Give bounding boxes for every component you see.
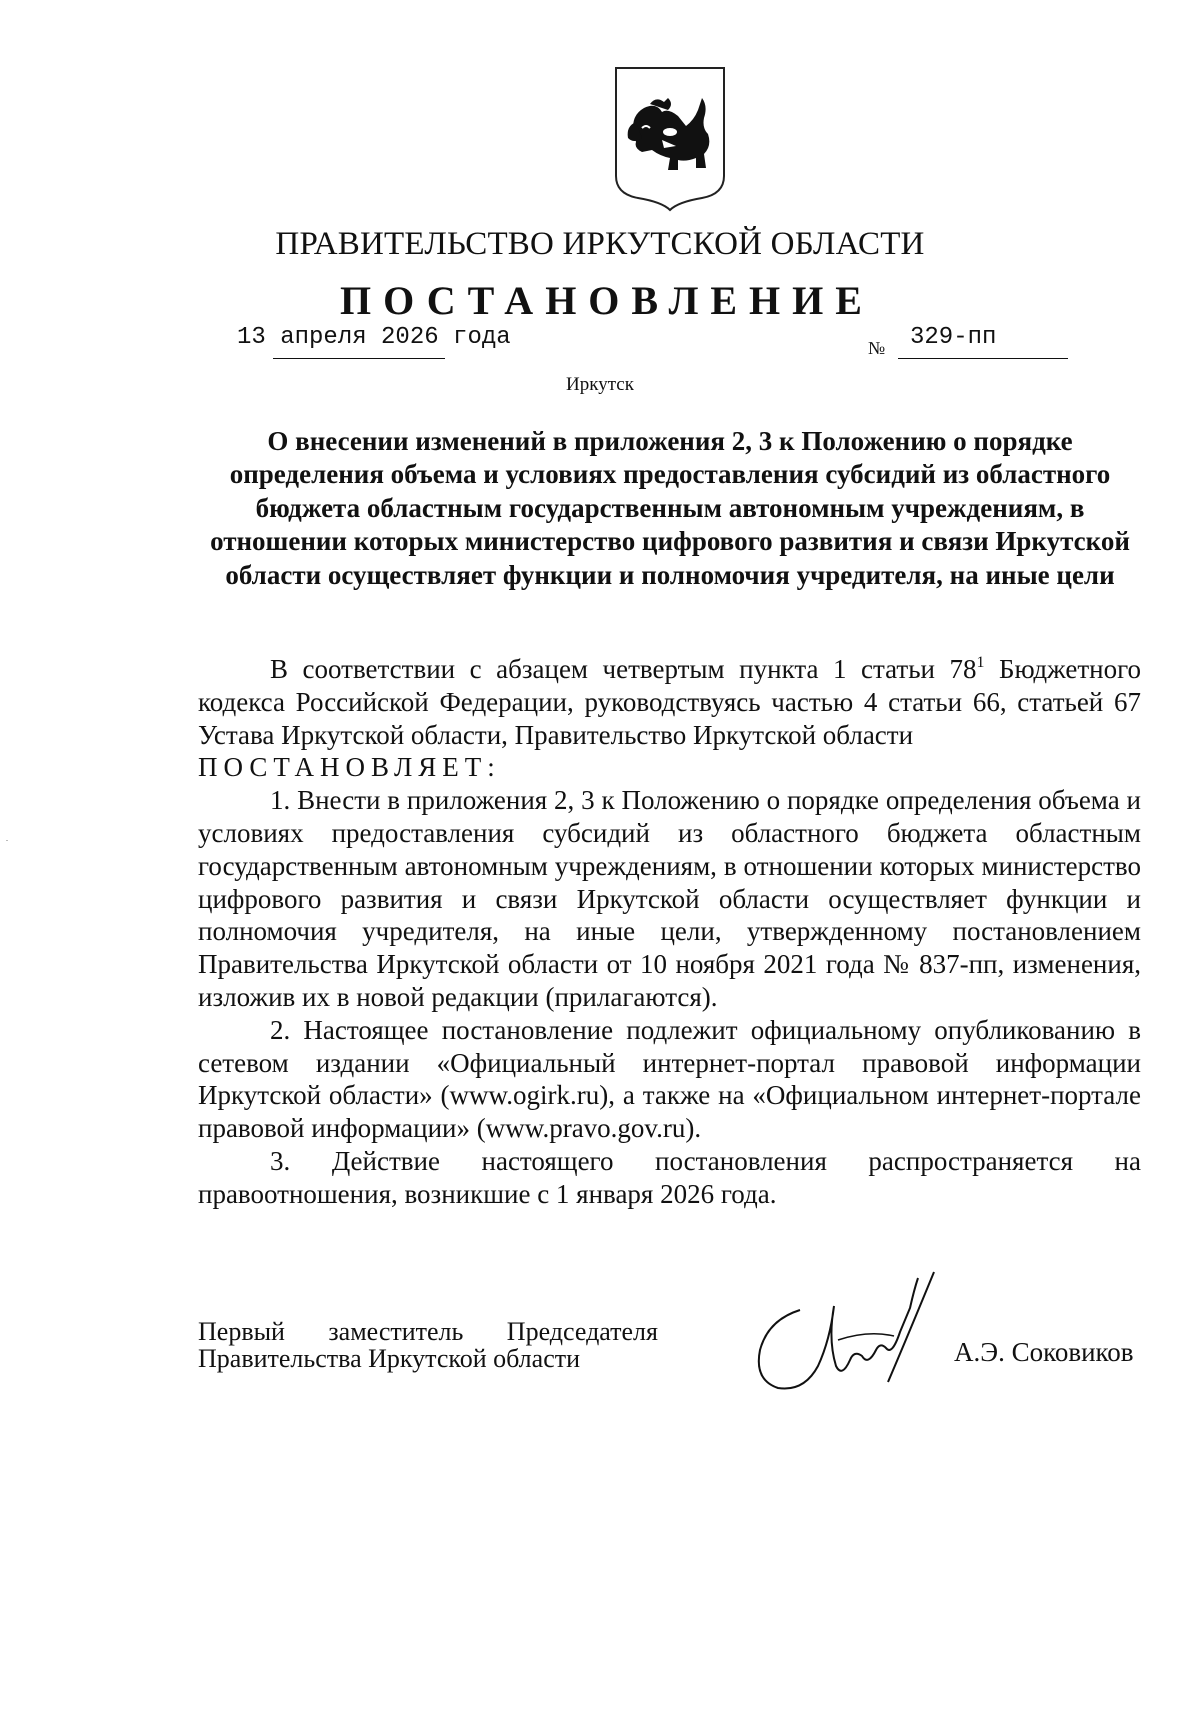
city: Иркутск xyxy=(566,374,634,395)
handwritten-signature xyxy=(738,1270,948,1400)
number-underline xyxy=(898,358,1068,359)
resolves-word: ПОСТАНОВЛЯЕТ: xyxy=(198,752,501,783)
position-line-2: Правительства Иркутской области xyxy=(198,1344,581,1373)
document-body xyxy=(198,653,1141,1211)
item-2: 2. Настоящее постановление подлежит официальному опубликованию в сетевом издании «Официальный интернет-портал правовой информации Иркутской области» (www.ogirk.ru), а также на «Официальном интернет-портале правовой информации» (www.pravo.gov.ru). xyxy=(198,1014,1141,1144)
signatory-name: А.Э. Соковиков xyxy=(954,1337,1134,1367)
position-line-1: Первый заместитель Председателя xyxy=(198,1317,658,1346)
document-date: 13 апреля 2026 года xyxy=(237,324,511,351)
preamble-text-b: Бюджетного кодекса Российской Федерации, руководствуясь частью 4 статьи 66, статьей 67 Устава Иркутской области, Правительство Иркутской области xyxy=(198,654,1141,750)
coat-of-arms-icon xyxy=(612,64,728,212)
preamble-paragraph xyxy=(198,653,1141,784)
number-sign: № xyxy=(868,338,886,358)
document-title: О внесении изменений в приложения 2, 3 к Положению о порядке определения объема и условиях предоставления субсидий из областного бюджета областным государственным автономным учреждениям, в отношении которых министерство цифрового развития и связи Иркутской области осуществляет функции и полномочия учредителя, на иные цели xyxy=(210,426,1130,590)
date-underline xyxy=(273,358,445,359)
organization-name: ПРАВИТЕЛЬСТВО ИРКУТСКОЙ ОБЛАСТИ xyxy=(275,226,925,262)
item-3: 3. Действие настоящего постановления распространяется на правоотношения, возникшие с 1 января 2026 года. xyxy=(198,1145,1141,1209)
signatory-position xyxy=(198,1318,658,1372)
scan-mark xyxy=(6,840,8,841)
document-type: ПОСТАНОВЛЕНИЕ xyxy=(340,278,874,323)
preamble-text-a: В соответствии с абзацем четвертым пункта 1 статьи 78 xyxy=(270,654,977,684)
article-superscript: 1 xyxy=(976,654,985,671)
item-1: 1. Внести в приложения 2, 3 к Положению о порядке определения объема и условиях предоставления субсидий из областного бюджета областным государственным автономным учреждениям, в отношении которых министерство цифрового развития и связи Иркутской области осуществляет функции и полномочия учредителя, на иные цели, утвержденному постановлением Правительства Иркутской области от 10 ноября 2021 года № 837-пп, изменения, изложив их в новой редакции (прилагаются). xyxy=(198,785,1141,1012)
document-number: 329-пп xyxy=(910,324,997,351)
